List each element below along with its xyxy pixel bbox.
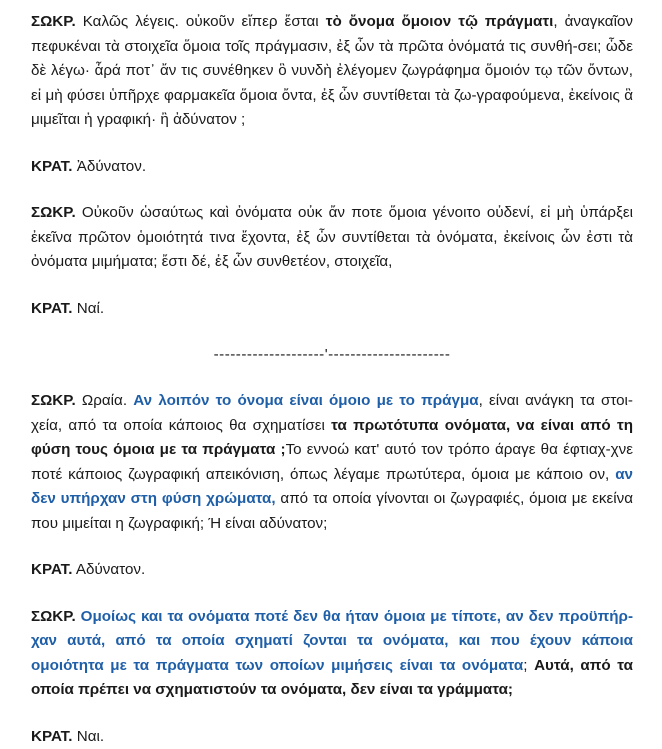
speaker-label: ΣΩΚΡ.	[31, 13, 76, 30]
paragraph-text: Ναί.	[73, 300, 105, 317]
paragraph-socrates-modern-1	[31, 389, 633, 536]
paragraph-text: , ἀναγκαῖον πεφυκέναι τὰ στοιχεῖα ὅμοια τοῖς πράγμασιν, ἐξ ὧν τὰ πρῶτα ὀνόματά τις συνθή-σει; ὧδε δὲ λέγω· ἆρά ποτ᾽ ἄν τις συνέθηκεν ὃ νυνδὴ ἐλέγομεν ζωγράφημα ὅμοιόν τῳ τῶν ὄντων, εἰ μὴ φύσει ὑπῆρχε φαρμακεῖα ὅμοια ὄντα, ἐξ ὧν συντίθεται τὰ ζω-γραφούμενα, ἐκείνοις ἃ μιμεῖται ἡ γραφική· ἢ ἀδύνατον ;	[31, 13, 633, 128]
speaker-label: ΚΡΑΤ.	[31, 158, 73, 175]
paragraph-socrates-modern-2	[31, 605, 633, 703]
speaker-label: ΚΡΑΤ.	[31, 300, 73, 317]
paragraph-text: Ωραία.	[76, 392, 134, 409]
paragraph-kratylos-modern-1	[31, 558, 633, 583]
speaker-label: ΚΡΑΤ.	[31, 561, 73, 578]
paragraph-socrates-greek-1	[31, 10, 633, 133]
emphasis-text: τα πρωτότυπα ονόματα, να είναι από τη φύση τους όμοια με τα πράγματα ;	[31, 417, 633, 459]
speaker-label: ΚΡΑΤ.	[31, 728, 73, 745]
highlighted-text: Αν λοιπόν το όνομα είναι όμοιο με το πράγμα	[133, 392, 478, 409]
speaker-label: ΣΩΚΡ.	[31, 392, 76, 409]
speaker-label: ΣΩΚΡ.	[31, 204, 76, 221]
speaker-label: ΣΩΚΡ.	[31, 608, 76, 625]
paragraph-text: Οὐκοῦν ὡσαύτως καὶ ὀνόματα οὐκ ἄν ποτε ὅμοια γένοιτο οὐδενί, εἰ μὴ ὑπάρξει ἐκεῖνα πρῶτον ὁμοιότητά τινα ἔχοντα, ἐξ ὧν συντίθεται τὰ ὀνόματα, ἐκείνοις ὧν ἐστι τὰ ὀνόματα μιμήματα; ἔστι δέ, ἐξ ὧν συνθετέον, στοιχεῖα,	[31, 204, 633, 270]
paragraph-text: Καλῶς λέγεις. οὐκοῦν εἴπερ ἔσται	[76, 13, 326, 30]
paragraph-text: , είναι ανάγκη τα στοι-χεία, από τα οποία κάποιος θα σχηματίσει	[31, 392, 633, 434]
paragraph-text: από τα οποία γίνονται οι ζωγραφιές, όμοια με εκείνα που μιμείται η ζωγραφική; Ή είναι αδύνατον;	[31, 490, 633, 532]
section-divider: --------------------'----------------------	[31, 343, 633, 367]
emphasis-text: Αυτά, από τα οποία πρέπει να σχηματιστούν τα ονόματα, δεν είναι τα γράμματα;	[31, 657, 633, 699]
emphasis-text: τὸ ὄνομα ὅμοιον τῷ πράγματι	[326, 13, 554, 30]
paragraph-text: Ναι.	[73, 728, 105, 745]
paragraph-text: ;	[523, 657, 534, 674]
highlighted-text: Ομοίως και τα ονόματα ποτέ δεν θα ήταν όμοια με τίποτε, αν δεν προϋπήρ-χαν αυτά, από τα οποία σχηματί ζονται τα ονόματα, και που έχουν κάποια ομοιότητα με τα πράγματα των οποίων μιμήσεις είναι τα ονόματα	[31, 608, 633, 674]
paragraph-kratylos-modern-2	[31, 725, 633, 749]
highlighted-text: αν δεν υπήρχαν στη φύση χρώματα,	[31, 466, 633, 508]
document-page	[31, 10, 633, 749]
paragraph-socrates-greek-2	[31, 201, 633, 275]
paragraph-text: Το εννοώ κατ' αυτό τον τρόπο άραγε θα έφτιαχ-χνε ποτέ κάποιος ζωγραφική απεικόνιση, όπως λέγαμε πρωτύτερα, όμοια με κάποιο ον,	[31, 441, 633, 483]
paragraph-text: Αδύνατον.	[73, 561, 146, 578]
paragraph-kratylos-greek-1	[31, 155, 633, 180]
paragraph-kratylos-greek-2	[31, 297, 633, 322]
paragraph-text: Ἀδύνατον.	[73, 158, 147, 175]
